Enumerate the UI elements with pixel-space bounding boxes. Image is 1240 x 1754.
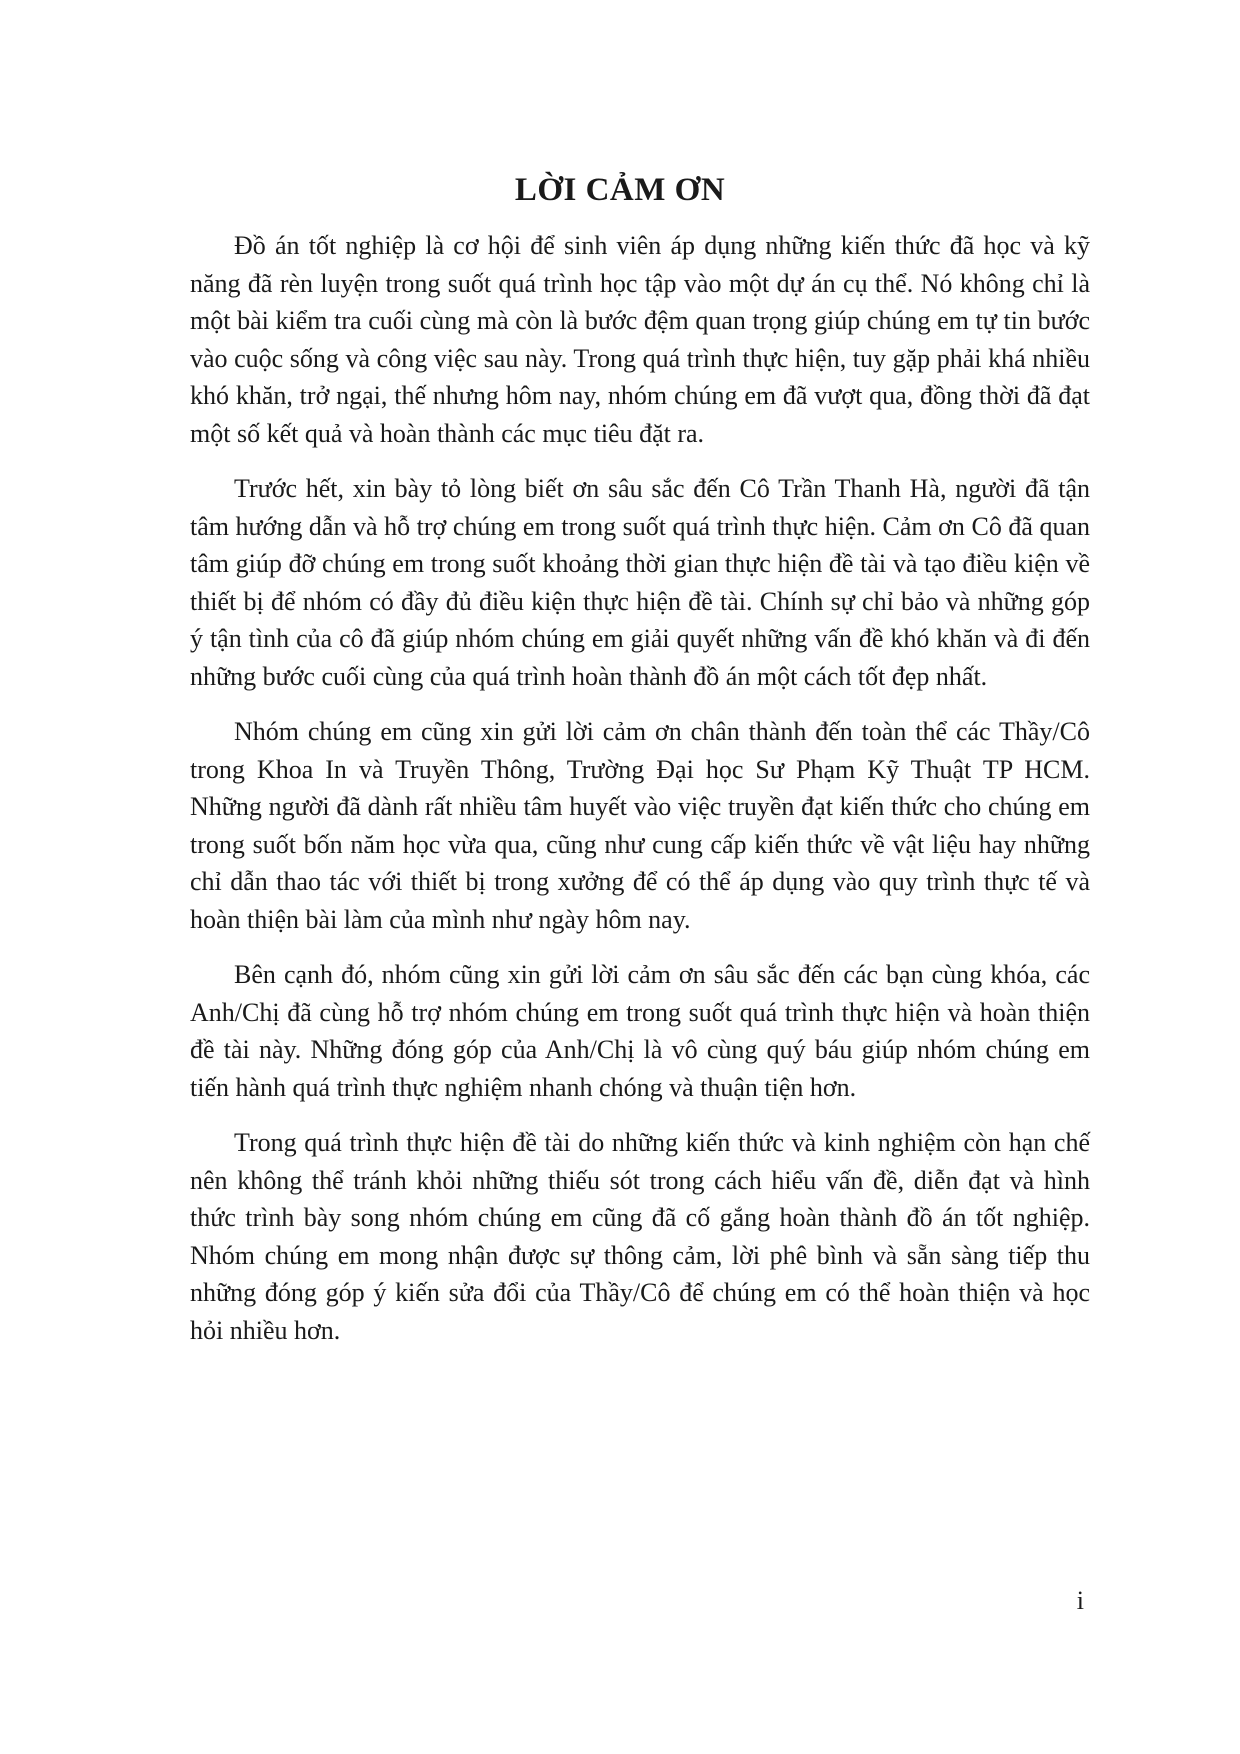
- paragraph-intro: Đồ án tốt nghiệp là cơ hội để sinh viên áp dụng những kiến thức đã học và kỹ năng đã rèn luyện trong suốt quá trình học tập vào một dự án cụ thể. Nó không chỉ là một bài kiểm tra cuối cùng mà còn là bước đệm quan trọng giúp chúng em tự tin bước vào cuộc sống và công việc sau này. Trong quá trình thực hiện, tuy gặp phải khá nhiều khó khăn, trở ngại, thế nhưng hôm nay, nhóm chúng em đã vượt qua, đồng thời đã đạt một số kết quả và hoàn thành các mục tiêu đặt ra.: [190, 231, 1090, 448]
- page-title: LỜI CẢM ƠN: [514, 172, 726, 208]
- page-number: i: [1076, 1586, 1084, 1615]
- document-body: [190, 227, 1090, 1367]
- paragraph-closing: Trong quá trình thực hiện đề tài do những kiến thức và kinh nghiệm còn hạn chế nên không thể tránh khỏi những thiếu sót trong cách hiểu vấn đề, diễn đạt và hình thức trình bày song nhóm chúng em cũng đã cố gắng hoàn thành đồ án tốt nghiệp. Nhóm chúng em mong nhận được sự thông cảm, lời phê bình và sẵn sàng tiếp thu những đóng góp ý kiến sửa đổi của Thầy/Cô để chúng em có thể hoàn thiện và học hỏi nhiều hơn.: [190, 1128, 1090, 1345]
- paragraph-peer-thanks: Bên cạnh đó, nhóm cũng xin gửi lời cảm ơn sâu sắc đến các bạn cùng khóa, các Anh/Chị đã cùng hỗ trợ nhóm chúng em trong suốt quá trình thực hiện và hoàn thiện đề tài này. Những đóng góp của Anh/Chị là vô cùng quý báu giúp nhóm chúng em tiến hành quá trình thực nghiệm nhanh chóng và thuận tiện hơn.: [190, 960, 1090, 1102]
- paragraph-faculty-thanks: Nhóm chúng em cũng xin gửi lời cảm ơn chân thành đến toàn thể các Thầy/Cô trong Khoa In và Truyền Thông, Trường Đại học Sư Phạm Kỹ Thuật TP HCM. Những người đã dành rất nhiều tâm huyết vào việc truyền đạt kiến thức cho chúng em trong suốt bốn năm học vừa qua, cũng như cung cấp kiến thức về vật liệu hay những chỉ dẫn thao tác với thiết bị trong xưởng để có thể áp dụng vào quy trình thực tế và hoàn thiện bài làm của mình như ngày hôm nay.: [190, 717, 1090, 934]
- paragraph-advisor-thanks: Trước hết, xin bày tỏ lòng biết ơn sâu sắc đến Cô Trần Thanh Hà, người đã tận tâm hướng dẫn và hỗ trợ chúng em trong suốt quá trình thực hiện. Cảm ơn Cô đã quan tâm giúp đỡ chúng em trong suốt khoảng thời gian thực hiện đề tài và tạo điều kiện về thiết bị để nhóm có đầy đủ điều kiện thực hiện đề tài. Chính sự chỉ bảo và những góp ý tận tình của cô đã giúp nhóm chúng em giải quyết những vấn đề khó khăn và đi đến những bước cuối cùng của quá trình hoàn thành đồ án một cách tốt đẹp nhất.: [190, 474, 1090, 691]
